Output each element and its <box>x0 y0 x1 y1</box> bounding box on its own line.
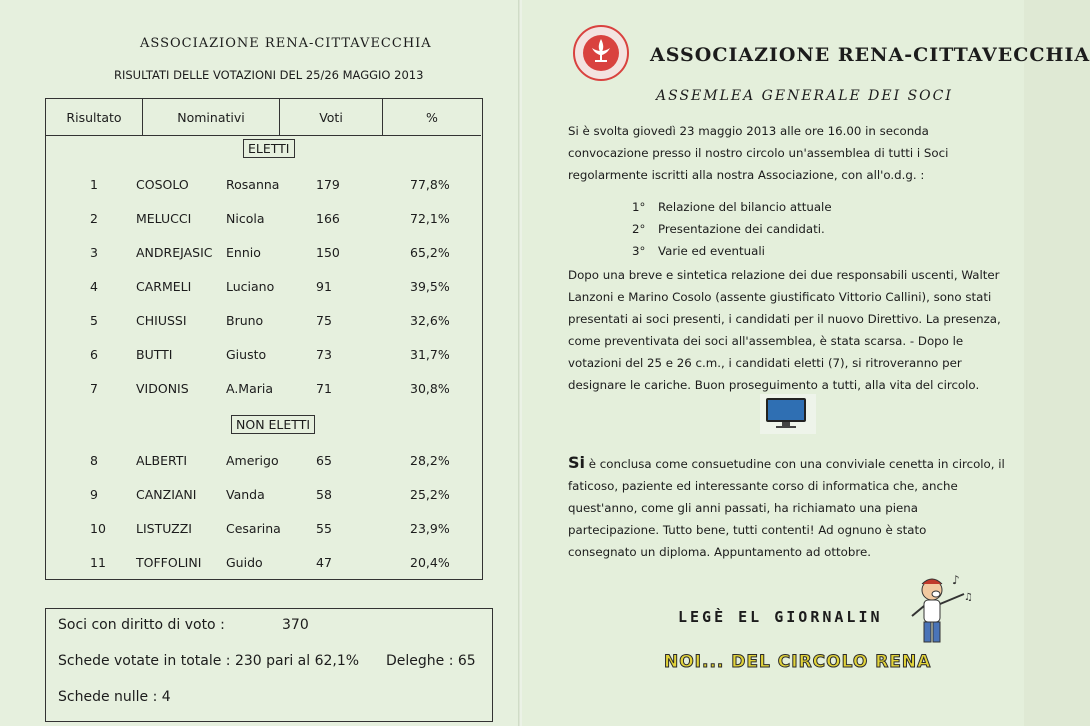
agenda-item: 2° Presentazione dei candidati. <box>632 222 825 236</box>
percent-cell: 32,6% <box>410 313 450 328</box>
agenda-list <box>632 196 832 262</box>
votes-cell: 55 <box>316 521 332 536</box>
votes-cell: 150 <box>316 245 340 260</box>
association-logo <box>572 24 630 82</box>
ballots-cast: Schede votate in totale : 230 pari al 62,1% <box>58 653 360 669</box>
computer-monitor-icon <box>760 394 816 434</box>
surname-cell: COSOLO <box>136 177 189 192</box>
surname-cell: VIDONIS <box>136 381 189 396</box>
rank-cell: 9 <box>90 487 98 502</box>
votes-cell: 179 <box>316 177 340 192</box>
name-cell: Amerigo <box>226 453 279 468</box>
name-cell: Nicola <box>226 211 265 226</box>
col-header-result: Risultato <box>46 99 143 136</box>
surname-cell: CARMELI <box>136 279 192 294</box>
footer-handwritten-title: LEGÈ EL GIORNALIN <box>678 608 883 626</box>
soci-value: 370 <box>282 617 309 633</box>
votes-cell: 91 <box>316 279 332 294</box>
name-cell: A.Maria <box>226 381 274 396</box>
results-subtitle: RISULTATI DELLE VOTAZIONI DEL 25/26 MAGGIO 2013 <box>114 68 424 82</box>
rank-cell: 7 <box>90 381 98 396</box>
name-cell: Bruno <box>226 313 264 328</box>
assembly-subtitle: ASSEMLEA GENERALE DEI SOCI <box>656 88 953 104</box>
rank-cell: 6 <box>90 347 98 362</box>
voting-summary-box <box>45 608 493 722</box>
course-paragraph: Si è conclusa come consuetudine con una conviviale cenetta in circolo, il faticoso, paziente ed interessante corso di informatica che, anche quest'anno, come gli anni passati, ha richiamato una piena partecipazione. Tutto bene, tutti contenti! Ad ognuno è stato consegnato un diploma. Appuntamento ad ottobre. <box>568 453 1005 559</box>
surname-cell: CANZIANI <box>136 487 197 502</box>
votes-cell: 71 <box>316 381 332 396</box>
rank-cell: 1 <box>90 177 98 192</box>
elected-label: ELETTI <box>243 139 295 158</box>
surname-cell: ALBERTI <box>136 453 188 468</box>
footer-circolo-logo: NOI... DEL CIRCOLO RENA <box>664 652 932 672</box>
surname-cell: CHIUSSI <box>136 313 187 328</box>
votes-cell: 166 <box>316 211 340 226</box>
table-row <box>46 211 482 231</box>
name-cell: Rosanna <box>226 177 280 192</box>
table-row <box>46 313 482 333</box>
name-cell: Luciano <box>226 279 275 294</box>
name-cell: Ennio <box>226 245 261 260</box>
surname-cell: LISTUZZI <box>136 521 192 536</box>
percent-cell: 25,2% <box>410 487 450 502</box>
votes-cell: 73 <box>316 347 332 362</box>
agenda-item: 1° Relazione del bilancio attuale <box>632 200 832 214</box>
percent-cell: 30,8% <box>410 381 450 396</box>
drop-cap: Si <box>568 453 586 472</box>
votes-cell: 75 <box>316 313 332 328</box>
rank-cell: 4 <box>90 279 98 294</box>
not-elected-label: NON ELETTI <box>231 415 315 434</box>
percent-cell: 39,5% <box>410 279 450 294</box>
name-cell: Cesarina <box>226 521 281 536</box>
rank-cell: 5 <box>90 313 98 328</box>
percent-cell: 77,8% <box>410 177 450 192</box>
right-title: ASSOCIAZIONE RENA-CITTAVECCHIA <box>650 44 1090 66</box>
null-ballots: Schede nulle : 4 <box>58 689 171 705</box>
intro-paragraph: Si è svolta giovedì 23 maggio 2013 alle ore 16.00 in seconda convocazione presso il nostro circolo un'assemblea di tutti i Soci regolarmente iscritti alla nostra Associazione, con all'o.d.g. : <box>568 124 949 182</box>
table-row <box>46 555 482 575</box>
col-header-percent: % <box>383 99 481 136</box>
table-row <box>46 381 482 401</box>
left-page <box>0 0 520 726</box>
table-row <box>46 347 482 367</box>
votes-cell: 58 <box>316 487 332 502</box>
svg-text:♪: ♪ <box>952 573 960 587</box>
percent-cell: 20,4% <box>410 555 450 570</box>
percent-cell: 65,2% <box>410 245 450 260</box>
table-row <box>46 245 482 265</box>
results-table <box>45 98 483 580</box>
table-row <box>46 177 482 197</box>
table-row <box>46 453 482 473</box>
surname-cell: BUTTI <box>136 347 173 362</box>
rank-cell: 10 <box>90 521 106 536</box>
percent-cell: 28,2% <box>410 453 450 468</box>
rank-cell: 3 <box>90 245 98 260</box>
votes-cell: 65 <box>316 453 332 468</box>
proxies: Deleghe : 65 <box>386 653 476 669</box>
surname-cell: ANDREJASIC <box>136 245 213 260</box>
percent-cell: 23,9% <box>410 521 450 536</box>
rank-cell: 11 <box>90 555 106 570</box>
surname-cell: TOFFOLINI <box>136 555 202 570</box>
name-cell: Giusto <box>226 347 267 362</box>
table-row <box>46 279 482 299</box>
surname-cell: MELUCCI <box>136 211 192 226</box>
svg-text:♫: ♫ <box>964 592 973 603</box>
table-row <box>46 487 482 507</box>
meeting-paragraph: Dopo una breve e sintetica relazione dei due responsabili uscenti, Walter Lanzoni e Marino Cosolo (assente giustificato Vittorio Callini), sono stati presentati ai soci presenti, i candidati per il nuovo Direttivo. La presenza, come preventivata dei soci all'assemblea, è stata scarsa. - Dopo le votazioni del 25 e 26 c.m., i candidati eletti (7), si ritroveranno per designare le cariche. Buon proseguimento a tutti, alla vita del circolo. <box>568 268 1001 392</box>
singing-man-cartoon-icon <box>902 570 982 650</box>
table-row <box>46 521 482 541</box>
right-page <box>522 0 1090 726</box>
name-cell: Guido <box>226 555 263 570</box>
association-header: ASSOCIAZIONE RENA-CITTAVECCHIA <box>140 36 432 51</box>
percent-cell: 31,7% <box>410 347 450 362</box>
rank-cell: 2 <box>90 211 98 226</box>
name-cell: Vanda <box>226 487 265 502</box>
col-header-names: Nominativi <box>143 99 280 136</box>
votes-cell: 47 <box>316 555 332 570</box>
rank-cell: 8 <box>90 453 98 468</box>
col-header-votes: Voti <box>280 99 383 136</box>
agenda-item: 3° Varie ed eventuali <box>632 244 765 258</box>
percent-cell: 72,1% <box>410 211 450 226</box>
soci-label: Soci con diritto di voto : <box>58 617 225 633</box>
